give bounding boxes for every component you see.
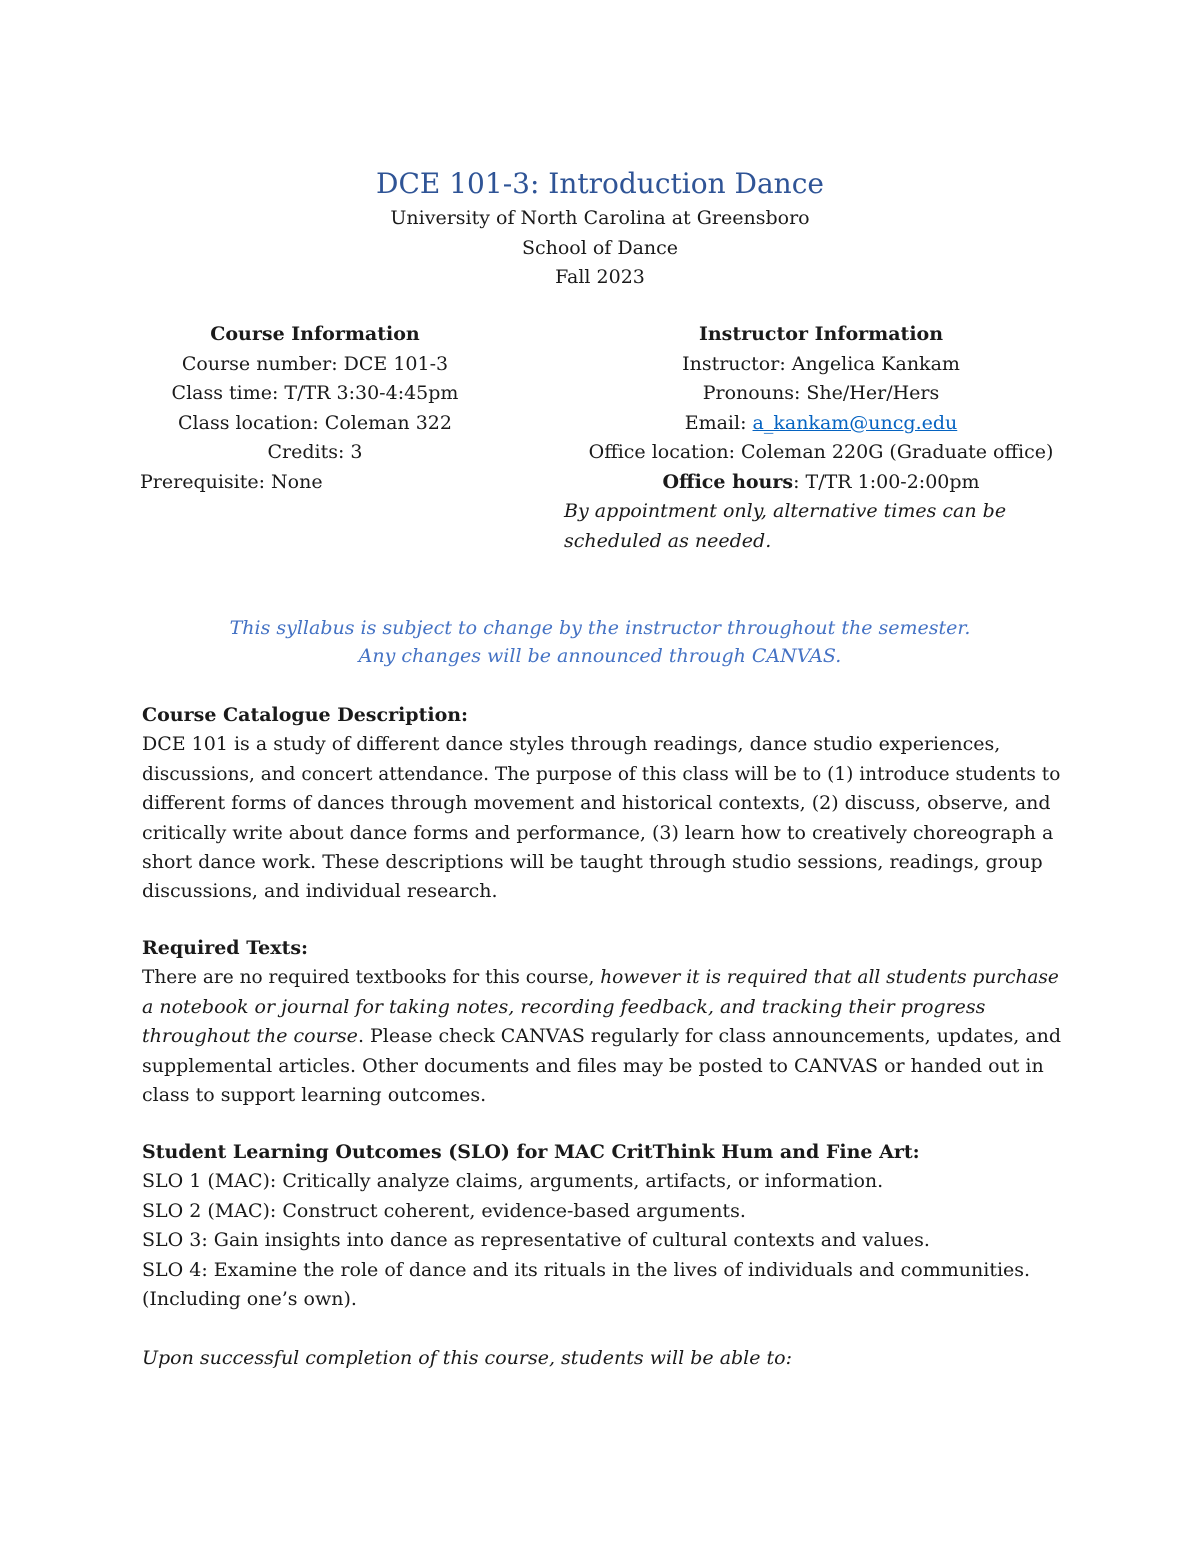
course-information-block [130,320,500,497]
required-texts-heading: Required Texts: [142,937,309,959]
syllabus-change-notice [0,614,1200,670]
slo-item: SLO 4: Examine the role of dance and its rituals in the lives of individuals and communities. [142,1258,1031,1281]
outcomes-intro: Upon successful completion of this course, students will be able to: [142,1347,793,1369]
office-hours-value: : T/TR 1:00-2:00pm [793,470,980,493]
catalogue-line: short dance work. These descriptions will be taught through studio sessions, readings, group [142,851,1043,874]
school-name: School of Dance [521,237,679,259]
course-information-heading: Course Information [210,323,420,345]
notice-line-1: This syllabus is subject to change by the instructor throughout the semester. [229,617,971,639]
catalogue-line: critically write about dance forms and performance, (3) learn how to creatively choreograph a [142,821,1054,844]
email-link[interactable]: a_kankam@uncg.edu [752,411,958,434]
required-texts-plain: . Please check CANVAS regularly for class announcements, updates, and [357,1025,1062,1048]
prerequisite: Prerequisite: None [140,470,323,493]
document-title: DCE 101-3: Introduction Dance [376,167,824,200]
slo-item: SLO 3: Gain insights into dance as representative of cultural contexts and values. [142,1229,930,1252]
catalogue-description-heading: Course Catalogue Description: [142,704,469,726]
office-location: Office location: Coleman 220G (Graduate office) [588,441,1054,463]
catalogue-line: DCE 101 is a study of different dance styles through readings, dance studio experiences, [142,733,1001,756]
required-texts-line: class to support learning outcomes. [142,1084,487,1107]
office-hours-row [550,468,1092,498]
required-texts-line [142,963,1072,992]
university-name: University of North Carolina at Greensboro [390,207,810,229]
required-texts-section [142,934,1072,1110]
notice-line-2: Any changes will be announced through CANVAS. [358,645,842,667]
catalogue-line: different forms of dances through movement and historical contexts, (2) discuss, observe, and [142,792,1051,815]
instructor-information-block [550,320,1092,556]
slo-item: SLO 2 (MAC): Construct coherent, evidence-based arguments. [142,1199,746,1222]
course-number: Course number: DCE 101-3 [181,352,449,375]
appointment-note-line-1: By appointment only, alternative times can be [564,500,1007,522]
catalogue-line: discussions, and individual research. [142,880,498,903]
instructor-information-heading: Instructor Information [698,323,944,345]
required-texts-italic: however it is required that all students purchase [600,967,1059,989]
email-label: Email: [684,411,753,434]
term: Fall 2023 [555,266,645,288]
instructor-name: Instructor: Angelica Kankam [682,352,960,375]
catalogue-description-section [142,701,1072,907]
required-texts-italic: throughout the course [142,1025,358,1048]
required-texts-plain: There are no required textbooks for this course, [142,967,601,989]
email-row [550,409,1092,439]
office-hours-label: Office hours [662,470,794,493]
catalogue-line: discussions, and concert attendance. The purpose of this class will be to (1) introduce students to [142,763,1061,785]
pronouns: Pronouns: She/Her/Hers [702,382,940,404]
slo-item: SLO 1 (MAC): Critically analyze claims, arguments, artifacts, or information. [142,1170,884,1193]
appointment-note-line-2: scheduled as needed. [564,529,772,552]
required-texts-line: supplemental articles. Other documents and files may be posted to CANVAS or handed out in [142,1054,1044,1077]
required-texts-line [142,1022,1072,1051]
credits: Credits: 3 [267,441,363,463]
slo-item: (Including one’s own). [142,1288,357,1311]
class-location: Class location: Coleman 322 [178,411,452,434]
learning-outcomes-section [142,1138,1072,1314]
class-time: Class time: T/TR 3:30-4:45pm [171,382,459,404]
required-texts-line: a notebook or journal for taking notes, recording feedback, and tracking their progress [142,995,986,1018]
learning-outcomes-heading: Student Learning Outcomes (SLO) for MAC CritThink Hum and Fine Art: [142,1141,920,1163]
